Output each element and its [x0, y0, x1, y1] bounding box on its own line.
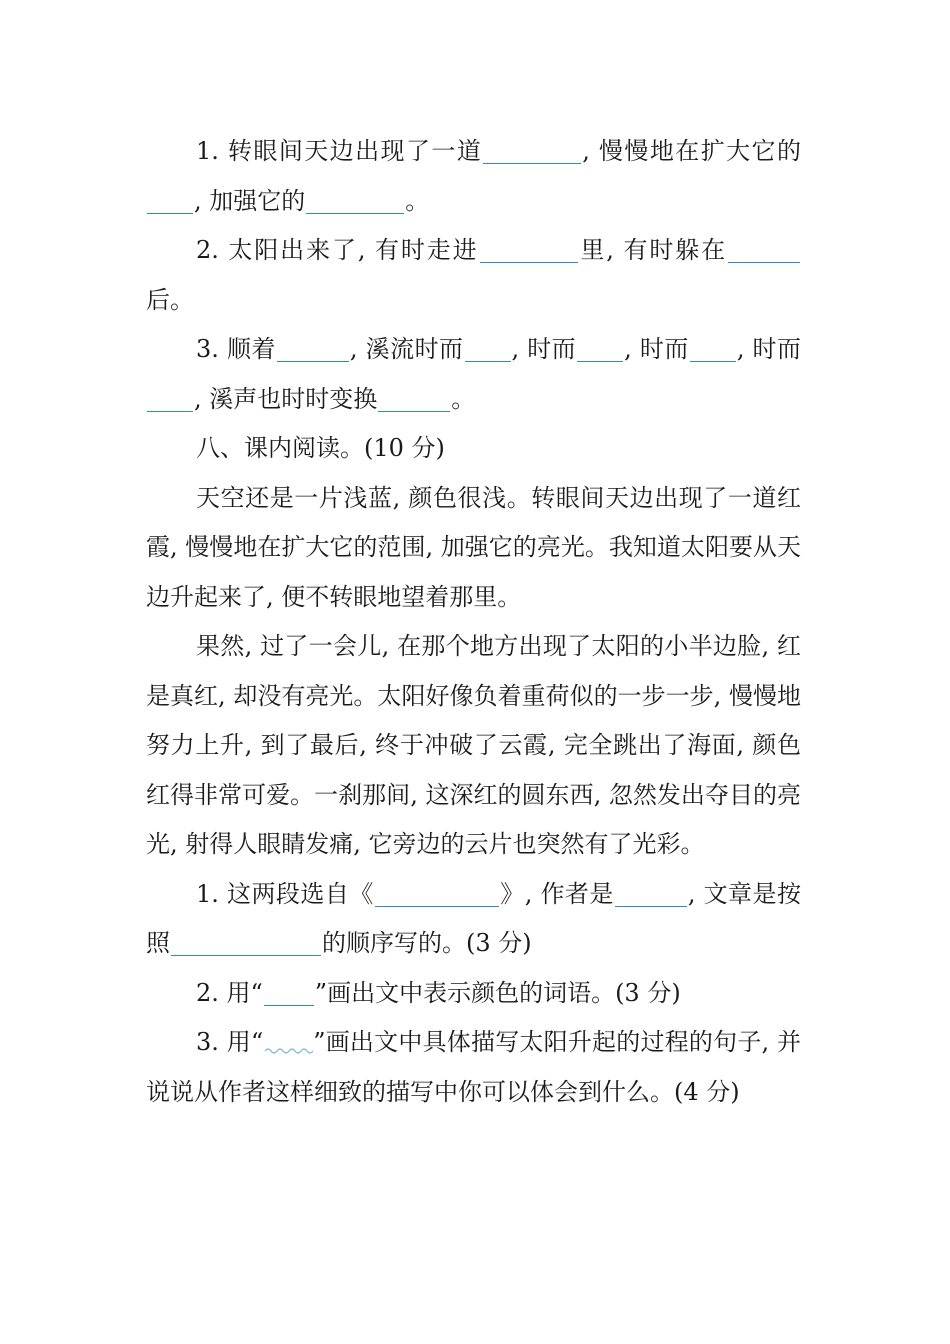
fill-q2-text-c: 后。 [146, 285, 194, 314]
answer-blank[interactable] [277, 333, 349, 362]
answer-blank[interactable] [615, 878, 687, 907]
answer-blank[interactable] [147, 185, 193, 214]
rq1-text-c: , 文章是按照 [146, 879, 801, 957]
rq2-text-b: ”画出文中表示颜色的词语。(3 分) [314, 978, 681, 1007]
fill-q1-text-d: 。 [405, 186, 430, 215]
fill-q3-text-e: , 时 [736, 335, 777, 363]
rq1-text-b: 》, 作者是 [499, 879, 614, 908]
passage-paragraph-1: 天空还是一片浅蓝, 颜色很浅。转眼间天边出现了一道红霞, 慢慢地在扩大它的范围, 加强它的亮光。我知道太阳要从天边升起来了, 便不转眼地望着那里。 [146, 483, 801, 611]
fill-question-2 [146, 226, 801, 325]
answer-blank[interactable] [375, 878, 499, 907]
rq1-text-a: 1. 这两段选自《 [196, 879, 374, 908]
answer-blank[interactable] [690, 333, 736, 362]
rq2-text-a: 2. 用“ [196, 978, 263, 1007]
reading-question-1 [146, 870, 801, 969]
answer-blank[interactable] [306, 185, 404, 214]
reading-question-3 [146, 1018, 801, 1117]
wavy-underline-sample [263, 1028, 313, 1056]
fill-q3-text-g: , 溪声也时时变换 [194, 384, 378, 413]
answer-blank[interactable] [378, 383, 450, 412]
reading-question-2 [146, 969, 801, 1019]
fill-q3-text-c: , 时而 [511, 335, 577, 363]
fill-question-1 [146, 127, 801, 226]
fill-q3-text-d: , 时而 [624, 335, 689, 363]
fill-q1-text-b: , 慢慢地在扩大它的 [582, 137, 801, 165]
fill-q3-text-h: 。 [451, 384, 476, 413]
fill-q1-text-c: , 加强它的 [194, 186, 306, 215]
fill-q1-text-a: 1. 转眼间天边出现了一道 [196, 137, 483, 165]
worksheet-page [146, 127, 801, 1117]
rq3-text-a: 3. 用“ [196, 1028, 264, 1056]
fill-q2-text-a: 2. 太阳出来了, 有时走进 [196, 236, 479, 264]
answer-blank[interactable] [728, 234, 800, 263]
answer-blank[interactable] [171, 927, 321, 956]
section-heading: 八、课内阅读。(10 分) [196, 434, 445, 462]
rq1-text-d: 的顺序写的。(3 分) [322, 929, 532, 957]
fill-q3-text-a: 3. 顺着 [196, 335, 276, 363]
answer-blank[interactable] [483, 135, 581, 164]
fill-question-3 [146, 325, 801, 424]
fill-q3-text-b: , 溪流时而 [349, 335, 464, 363]
rq3-text-b: ”画出文中具体描写太阳升起的过程的句子, 并说说从作者这样细致的描写中你可以体会到什么。(4 分) [146, 1028, 802, 1106]
answer-blank[interactable] [147, 383, 193, 412]
fill-q2-text-b: 里, 有时躲在 [578, 236, 727, 264]
answer-blank[interactable] [577, 333, 623, 362]
passage-paragraph-2: 果然, 过了一会儿, 在那个地方出现了太阳的小半边脸, 红是真红, 却没有亮光。太阳好像负着重荷似的一步一步, 慢慢地努力上升, 到了最后, 终于冲破了云霞, 完全跳出了海面, 颜色红得非常可爱。一刹那间, 这深红的圆东西, 忽然发出夺目的亮光, 射得人眼睛发痛, 它旁边的云片也突然有了光彩。 [146, 632, 801, 858]
straight-underline-sample [264, 977, 314, 1006]
fill-q3-text-f: 而 [777, 335, 801, 363]
answer-blank[interactable] [480, 234, 578, 263]
answer-blank[interactable] [465, 333, 511, 362]
